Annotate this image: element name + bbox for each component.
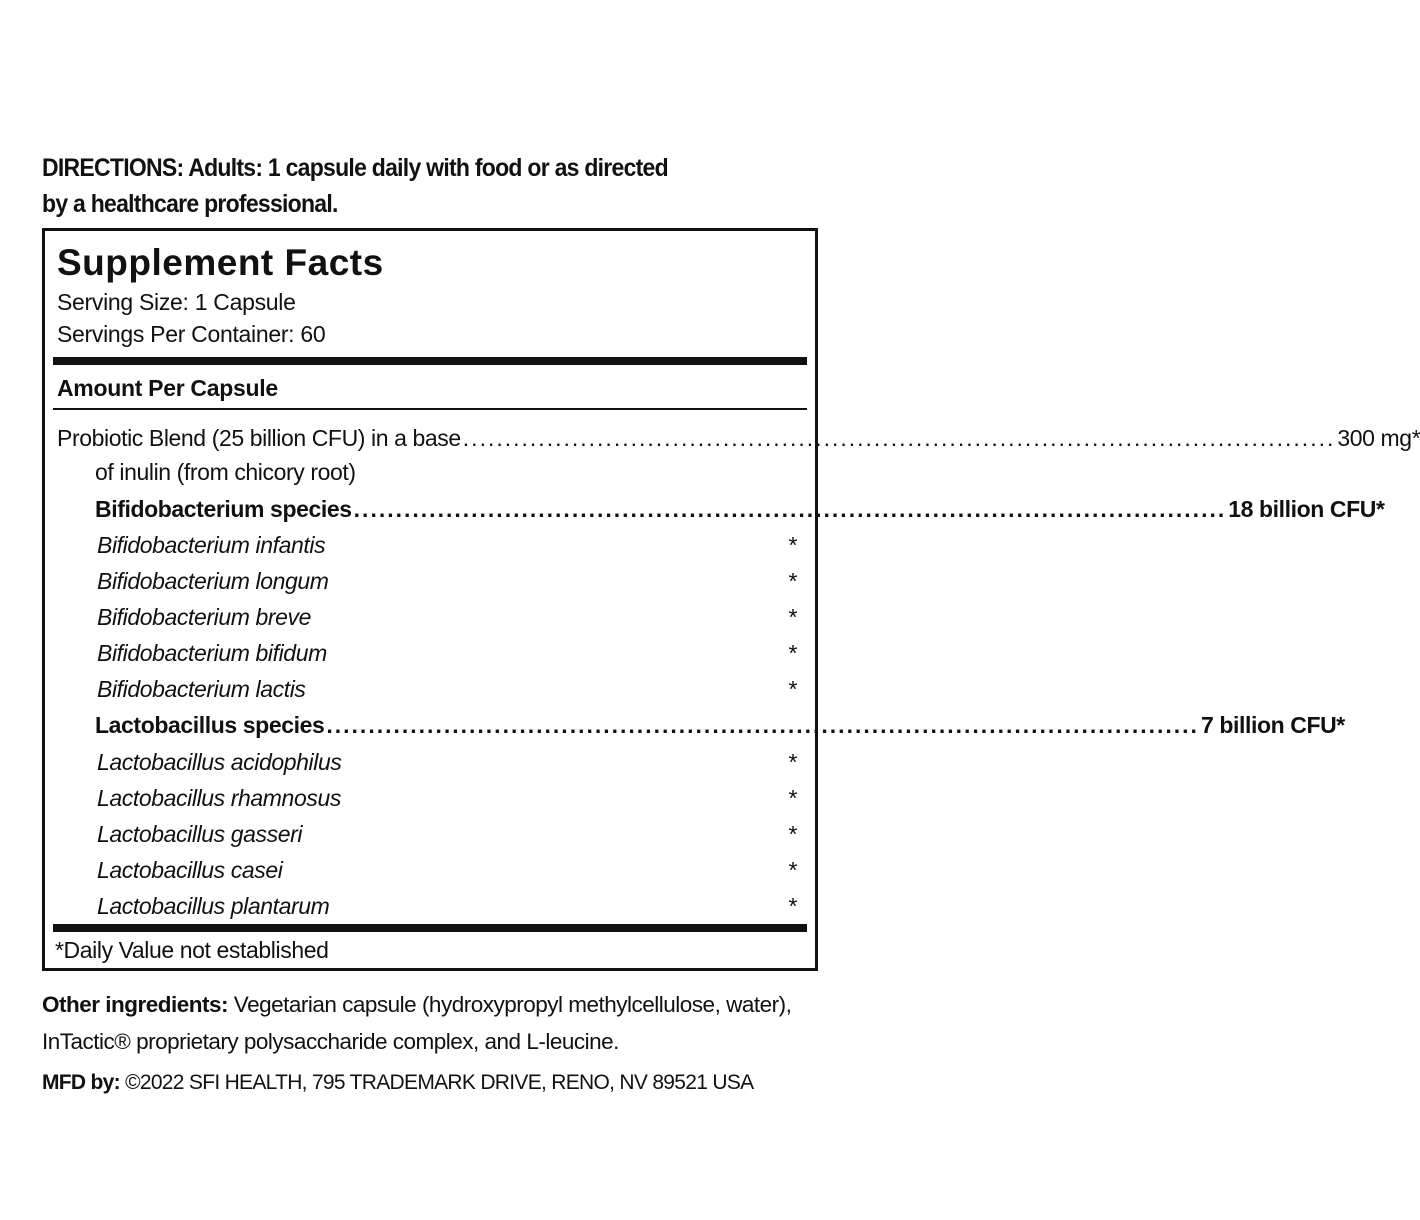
strain-name: Bifidobacterium bifidum [97, 640, 327, 666]
strain-mark: * [788, 893, 797, 919]
strain-name: Lactobacillus rhamnosus [97, 785, 341, 811]
strain-name: Bifidobacterium lactis [97, 676, 306, 702]
strain-mark: * [788, 532, 797, 558]
amount-per-capsule-header: Amount Per Capsule [57, 375, 278, 401]
thick-divider-bottom [53, 924, 807, 932]
directions-line-1: DIRECTIONS: Adults: 1 capsule daily with food or as directed [42, 154, 668, 182]
blend-amount: 300 mg* [1337, 425, 1420, 451]
strain-mark: * [788, 568, 797, 594]
strain-name: Lactobacillus casei [97, 857, 283, 883]
lacto-species-amount: 7 billion CFU* [1200, 712, 1345, 738]
strain-row [97, 817, 803, 851]
bifido-species-amount: 18 billion CFU* [1228, 496, 1385, 522]
panel-title: Supplement Facts [57, 242, 384, 283]
strain-row [97, 600, 803, 634]
bifido-species-name: Bifidobacterium species [95, 496, 352, 522]
strain-mark: * [788, 604, 797, 630]
strain-name: Lactobacillus acidophilus [97, 749, 342, 775]
manufacturer-line [42, 1066, 862, 1100]
serving-size: Serving Size: 1 Capsule [57, 289, 296, 315]
bifido-species-row [95, 492, 1385, 526]
strain-name: Bifidobacterium breve [97, 604, 312, 630]
strain-mark: * [788, 640, 797, 666]
strain-row [97, 672, 803, 706]
strain-row [97, 564, 803, 598]
lacto-species-name: Lactobacillus species [95, 712, 325, 738]
strain-name: Lactobacillus plantarum [97, 893, 330, 919]
blend-row-continued [95, 455, 803, 489]
blend-name: Probiotic Blend (25 billion CFU) in a base [57, 425, 461, 451]
manufacturer-label: MFD by: [42, 1071, 120, 1094]
other-ingredients-text: Vegetarian capsule (hydroxypropyl methylcellulose, water), InTactic® proprietary polysaccharide complex, and L-leucine. [42, 992, 792, 1054]
dot-leader: ........................................................................................................ [326, 712, 1199, 738]
strain-row [97, 781, 803, 815]
directions-text [42, 150, 741, 222]
manufacturer-text: ©2022 SFI HEALTH, 795 TRADEMARK DRIVE, RENO, NV 89521 USA [125, 1071, 754, 1094]
other-ingredients [42, 986, 862, 1060]
strain-row [97, 889, 803, 923]
strain-mark: * [788, 749, 797, 775]
other-ingredients-label: Other ingredients: [42, 992, 229, 1017]
dot-leader: ........................................................................................................ [462, 425, 1336, 451]
directions-line-2: by a healthcare professional. [42, 190, 338, 218]
lacto-species-row [95, 708, 1345, 742]
daily-value-footnote: *Daily Value not established [55, 937, 329, 963]
strain-mark: * [788, 785, 797, 811]
strain-mark: * [788, 676, 797, 702]
blend-name-continued: of inulin (from chicory root) [95, 459, 356, 485]
strain-name: Bifidobacterium longum [97, 568, 329, 594]
strain-name: Bifidobacterium infantis [97, 532, 326, 558]
strain-row [97, 528, 803, 562]
strain-row [97, 745, 803, 779]
supplement-facts-panel [42, 228, 1420, 971]
strain-row [97, 853, 803, 887]
thin-divider [53, 408, 807, 410]
dot-leader: ........................................................................................................ [353, 496, 1227, 522]
blend-row [57, 421, 1420, 455]
strain-name: Lactobacillus gasseri [97, 821, 303, 847]
strain-mark: * [788, 821, 797, 847]
servings-per-container: Servings Per Container: 60 [57, 321, 326, 347]
thick-divider-top [53, 357, 807, 365]
strain-row [97, 636, 803, 670]
strain-mark: * [788, 857, 797, 883]
